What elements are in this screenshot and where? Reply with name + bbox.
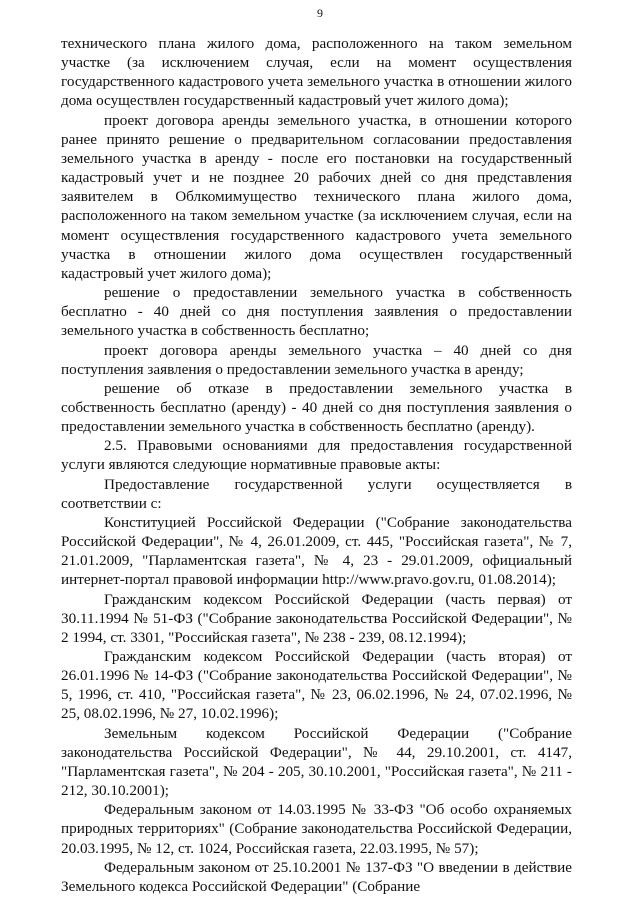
paragraph-land-code-enactment-law: Федеральным законом от 25.10.2001 № 137-ФЗ "О введении в действие Земельного кодекса Российской Федерации" (Собрание <box>61 858 572 895</box>
paragraph-refusal-decision: решение об отказе в предоставлении земельного участка в собственность бесплатно (аренду) - 40 дней со дня поступления заявления о предоставлении земельного участка в собственность бесплатно (аренду). <box>61 379 572 436</box>
page-number: 9 <box>317 6 323 20</box>
paragraph-civil-code-part-one: Гражданским кодексом Российской Федерации (часть первая) от 30.11.1994 № 51-ФЗ ("Собрание законодательства Российской Федерации", № 2 1994, ст. 3301, "Российская газета", № 238 - 239, 08.12.1994); <box>61 590 572 646</box>
paragraph-in-accordance-with: Предоставление государственной услуги осуществляется в соответствии с: <box>61 475 572 512</box>
paragraph-lease-draft-40-days: проект договора аренды земельного участка – 40 дней со дня поступления заявления о предоставлении земельного участка в аренду; <box>61 341 572 378</box>
paragraph-lease-draft-after-approval: проект договора аренды земельного участка, в отношении которого ранее принято решение о предварительном согласовании предоставления земельного участка в аренду - после его постановки на государственный кадастровый учет и не позднее 20 рабочих дней со дня представления заявителем в Облкомимущество технического плана жилого дома, расположенного на таком земельном участке (за исключением случая, если на момент осуществления государственного кадастрового учета земельного участка в отношении жилого дома осуществлен государственный кадастровый учет жилого дома); <box>61 111 572 282</box>
paragraph-constitution: Конституцией Российской Федерации ("Собрание законодательства Российской Федерации", № 4, 26.01.2009, ст. 445, "Российская газета", № 7, 21.01.2009, "Парламентская газета", № 4, 23 - 29.01.2009, официальный интернет-портал правовой информации http://www.pravo.gov.ru, 01.08.2014); <box>61 513 572 589</box>
paragraph-free-ownership-decision: решение о предоставлении земельного участка в собственность бесплатно - 40 дней со дня поступления заявления о предоставлении земельного участка в собственность бесплатно; <box>61 284 572 340</box>
paragraph-civil-code-part-two: Гражданским кодексом Российской Федерации (часть вторая) от 26.01.1996 № 14-ФЗ ("Собрание законодательства Российской Федерации", № 5, 1996, ст. 410, "Российская газета", № 23, 06.02.1996, № 24, 07.02.1996, № 25, 08.02.1996, № 27, 10.02.1996); <box>61 648 572 723</box>
paragraph-legal-grounds: 2.5. Правовыми основаниями для предоставления государственной услуги являются следующие нормативные правовые акты: <box>61 437 572 474</box>
paragraph-land-code: Земельным кодексом Российской Федерации ("Собрание законодательства Российской Федерации", № 44, 29.10.2001, ст. 4147, "Парламентская газета", № 204 - 205, 30.10.2001, "Российская газета", № 211 - 212, 30.10.2001); <box>61 724 572 800</box>
paragraph-protected-territories-law: Федеральным законом от 14.03.1995 № 33-ФЗ "Об особо охраняемых природных территориях" (Собрание законодательства Российской Федерации, 20.03.1995, № 12, ст. 1024, Российская газета, 22.03.1995, № 57); <box>61 801 572 857</box>
document-body <box>61 34 572 896</box>
paragraph-technical-plan-continuation: технического плана жилого дома, расположенного на таком земельном участке (за исключением случая, если на момент осуществления государственного кадастрового учета земельного участка в отношении жилого дома осуществлен государственный кадастровый учет жилого дома); <box>61 35 572 110</box>
